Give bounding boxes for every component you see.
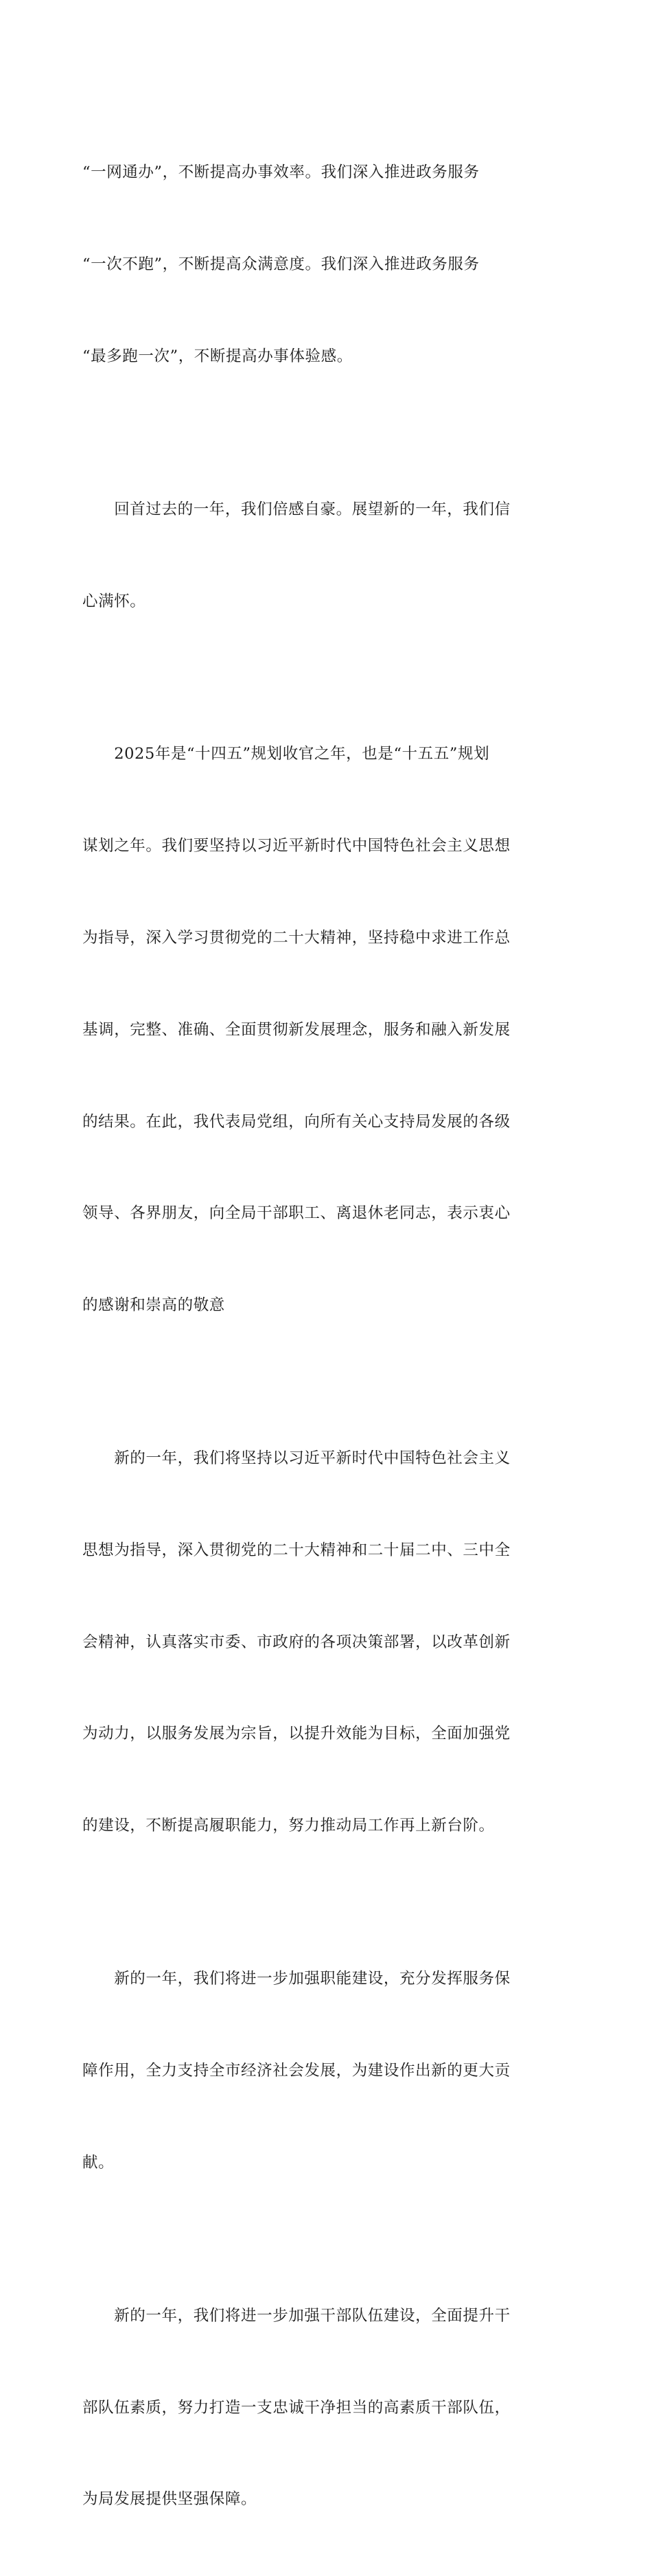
paragraph-2025-plan: [82, 678, 571, 1382]
text-line: 的建设，不断提高履职能力，努力推动局工作再上新台阶。: [82, 1817, 495, 1835]
text-line: 领导、各界朋友，向全局干部职工、离退休老同志，表示衷心: [82, 1204, 511, 1223]
text-line: 谋划之年。我们要坚持以习近平新时代中国特色社会主义思想: [82, 837, 511, 855]
text-line: 思想为指导，深入贯彻党的二十大精神和二十届二中、三中全: [82, 1541, 511, 1559]
paragraph-looking-back: [82, 433, 571, 678]
text-line: 献。: [82, 2153, 115, 2172]
document-body: [82, 96, 571, 2576]
text-line: 心满怀。: [82, 592, 146, 610]
paragraph-government-services: [82, 96, 571, 433]
text-line: “最多跑一次”，不断提高办事体验感。: [82, 347, 353, 365]
text-line: 的结果。在此，我代表局党组，向所有关心支持局发展的各级: [82, 1112, 511, 1131]
text-line: 新的一年，我们将进一步加强干部队伍建设，全面提升干: [82, 2306, 511, 2325]
text-line: 新的一年，我们将进一步加强职能建设，充分发挥服务保: [82, 1970, 511, 1988]
text-line: 为指导，深入学习贯彻党的二十大精神，坚持稳中求进工作总: [82, 929, 511, 947]
text-line: 的感谢和崇高的敬意: [82, 1296, 225, 1315]
text-line: 新的一年，我们将坚持以习近平新时代中国特色社会主义: [82, 1449, 511, 1468]
text-line: 为局发展提供坚强保障。: [82, 2490, 257, 2509]
text-line: 基调，完整、准确、全面贯彻新发展理念，服务和融入新发展: [82, 1020, 511, 1039]
paragraph-new-year-guidance: [82, 1382, 571, 1902]
text-line: 部队伍素质，努力打造一支忠诚干净担当的高素质干部队伍，: [82, 2398, 511, 2417]
text-line: “一次不跑”，不断提高众满意度。我们深入推进政务服务: [82, 255, 480, 273]
text-line: 障作用，全力支持全市经济社会发展，为建设作出新的更大贡: [82, 2062, 511, 2080]
text-line: 为动力，以服务发展为宗旨，以提升效能为目标，全面加强党: [82, 1725, 511, 1743]
paragraph-function-building: [82, 1902, 571, 2240]
text-line: 2025年是“十四五”规划收官之年，也是“十五五”规划: [82, 745, 490, 763]
paragraph-cadre-building: [82, 2240, 571, 2576]
text-line: 回首过去的一年，我们倍感自豪。展望新的一年，我们信: [82, 500, 511, 518]
text-line: 会精神，认真落实市委、市政府的各项决策部署，以改革创新: [82, 1633, 511, 1651]
text-line: “一网通办”，不断提高办事效率。我们深入推进政务服务: [82, 163, 480, 182]
